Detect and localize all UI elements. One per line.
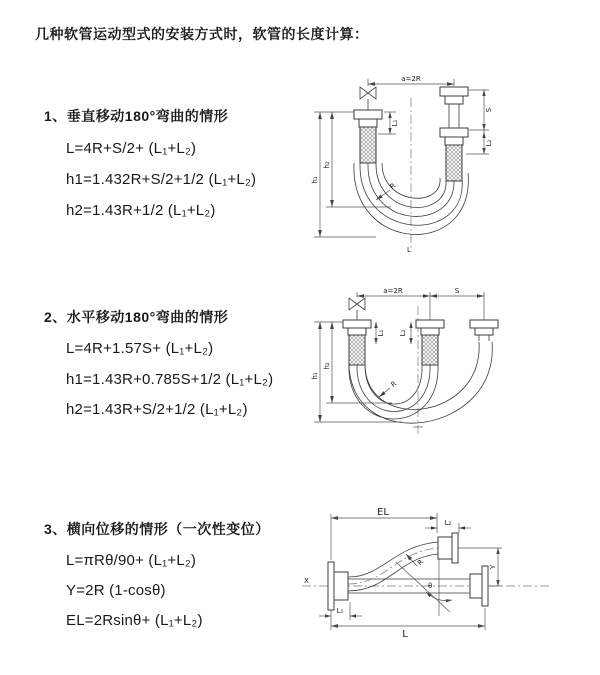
hose-u-bends (349, 342, 492, 423)
left-flange (354, 110, 382, 163)
hose-displaced-position (348, 542, 438, 591)
dim-label-h2: h₂ (323, 161, 331, 169)
dim-label-r: R (389, 379, 399, 390)
dim-label-l2: L₂ (399, 329, 407, 337)
section-1-formula-L: L=4R+S/2+ (L₁+L₂) (66, 140, 197, 157)
left-flange (343, 320, 371, 365)
dim-l1 (374, 322, 385, 344)
right-flange-assembly (440, 87, 468, 181)
dim-label-x: X (304, 577, 309, 585)
section-3-formula-L: L=πRθ/90+ (L₁+L₂) (66, 552, 197, 569)
dim-label-l2: L₂ (444, 519, 452, 527)
dim-label-a2r: a=2R (383, 287, 403, 295)
diagram-lateral-displacement (298, 504, 570, 654)
middle-flange (416, 320, 444, 365)
dim-a2r (368, 75, 454, 86)
section-2-formula-h1: h1=1.43R+0.785S+1/2 (L₁+L₂) (66, 371, 274, 388)
dim-label-s: S (485, 107, 493, 113)
dim-l (331, 608, 485, 640)
dim-label-theta: θ (428, 582, 433, 590)
valve-icon (360, 87, 376, 110)
dim-a2r-s (357, 287, 484, 320)
section-3-heading: 3、横向位移的情形（一次性变位） (44, 521, 270, 537)
section-1-formula-h2: h2=1.43R+1/2 (L₁+L₂) (66, 202, 216, 219)
section-2-formula-h2: h2=1.43R+S/2+1/2 (L₁+L₂) (66, 401, 248, 418)
dim-l2 (425, 519, 471, 533)
diagram-vertical-movement-180-bend (306, 70, 506, 256)
dim-label-s: S (454, 287, 460, 295)
dim-label-h2: h₂ (323, 362, 331, 370)
diagram-horizontal-movement-180-bend (302, 284, 564, 444)
page-title: 几种软管运动型式的安装方式时，软管的长度计算： (35, 26, 369, 42)
dim-label-l1: L₁ (336, 607, 344, 615)
section-3-formula-Y: Y=2R (1-cosθ) (66, 582, 166, 599)
dim-l2 (399, 322, 413, 344)
radius-callout (375, 182, 397, 202)
dim-label-h1: h₁ (311, 372, 319, 380)
dim-label-r: R (416, 558, 426, 568)
dim-label-y: Y (489, 564, 497, 570)
dim-el (331, 507, 437, 560)
dim-l2 (466, 130, 493, 154)
braided-hose-middle (422, 335, 438, 365)
dim-label-el: EL (377, 507, 389, 518)
braided-hose-right (446, 145, 462, 181)
dim-label-h1: h₁ (311, 176, 319, 184)
braided-hose-left (349, 335, 365, 365)
section-1-formula-h1: h1=1.432R+S/2+1/2 (L₁+L₂) (66, 171, 257, 188)
right-upper-flange (438, 533, 458, 563)
dim-h2 (323, 112, 391, 207)
dim-label-l2: L₂ (485, 139, 493, 147)
dim-label-a2r: a=2R (401, 75, 421, 83)
section-1-heading: 1、垂直移动180°弯曲的情形 (44, 108, 229, 124)
right-lower-flange (470, 566, 488, 606)
radius-callout (378, 380, 398, 399)
dim-s (469, 90, 493, 130)
dim-label-r: R (388, 181, 398, 192)
braided-hose-left (360, 127, 376, 163)
dim-label-l: L (402, 629, 408, 640)
right-flange-shifted (470, 320, 498, 341)
dim-label-l1: L₁ (377, 329, 385, 337)
section-3-formula-EL: EL=2Rsinθ+ (L₁+L₂) (66, 612, 203, 629)
dim-label-l1: L₁ (391, 119, 399, 127)
dim-l1 (319, 602, 362, 620)
section-2-heading: 2、水平移动180°弯曲的情形 (44, 309, 229, 325)
dim-label-l-bottom: L (407, 246, 411, 254)
radius-callout (405, 553, 426, 567)
left-flange (328, 562, 348, 610)
valve-icon (349, 298, 365, 320)
section-2-formula-L: L=4R+1.57S+ (L₁+L₂) (66, 340, 214, 357)
